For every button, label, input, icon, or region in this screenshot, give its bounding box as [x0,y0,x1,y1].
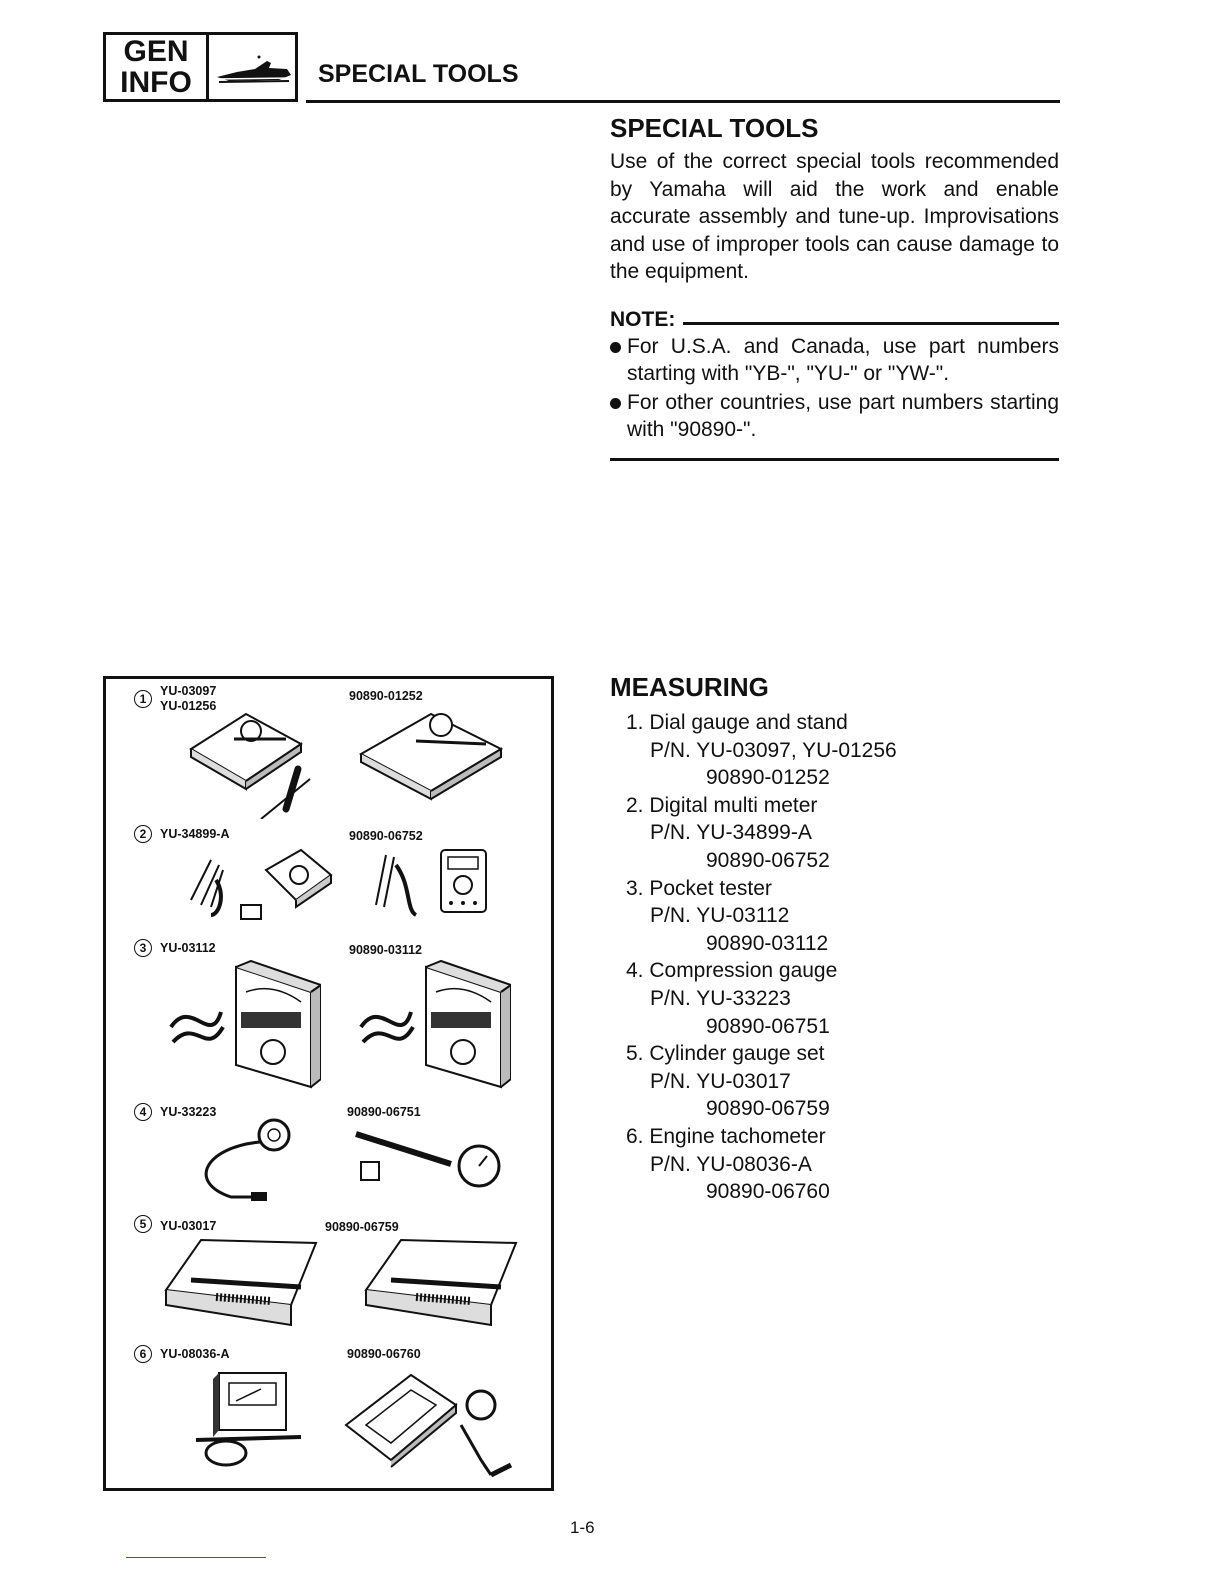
part-label: YU-03017 [160,1219,217,1233]
dial-gauge-case-illustration [186,709,346,819]
list-item [610,709,1059,792]
header-title: SPECIAL TOOLS [318,60,519,88]
tool-name: 3. Pocket tester [626,876,772,900]
cylinder-gauge-case-illustration [361,1235,521,1335]
part-label: YU-03097 [160,684,217,698]
pocket-tester-illustration [351,957,511,1097]
badge-text [106,35,209,99]
tool-name: 5. Cylinder gauge set [626,1042,825,1066]
part-label: YU-01256 [160,699,217,713]
callout-number: 4 [134,1103,152,1121]
part-number-alt: 90890-01252 [706,766,830,790]
bullet-icon [610,398,621,409]
part-number: P/N. YU-03097, YU-01256 [650,738,897,762]
list-item [610,1123,1059,1206]
header-rule [306,100,1060,103]
part-label: 90890-06751 [347,1105,421,1119]
page-number: 1-6 [570,1518,595,1537]
part-number-alt: 90890-06760 [706,1180,830,1204]
part-label: YU-03112 [160,941,216,955]
callout-number: 2 [134,825,152,843]
list-item [610,957,1059,1040]
part-label: YU-34899-A [160,827,230,841]
note-end-rule [610,458,1059,461]
part-label: 90890-06760 [347,1347,421,1361]
list-item [610,1040,1059,1123]
measuring-list [610,709,1059,1206]
part-number: P/N. YU-33223 [650,986,791,1010]
note-item [610,333,1059,388]
part-label: YU-33223 [160,1105,217,1119]
note-heading [610,308,1059,332]
digital-multimeter-illustration [171,845,341,930]
part-label: 90890-06752 [349,829,423,843]
tool-name: 6. Engine tachometer [626,1124,826,1148]
bullet-icon [610,342,621,353]
part-number: P/N. YU-34899-A [650,821,812,845]
callout-number: 6 [134,1345,152,1363]
note-label: NOTE: [610,307,676,331]
tools-figure [103,676,554,1491]
callout-number: 5 [134,1215,152,1233]
special-tools-section [610,113,1059,461]
note-rule [683,322,1059,325]
cylinder-gauge-case-illustration [161,1235,321,1335]
measuring-section [610,672,1059,1206]
part-number: P/N. YU-08036-A [650,1152,812,1176]
measuring-heading: MEASURING [610,672,769,702]
badge-line-1: GEN [123,35,189,68]
engine-tachometer-illustration [191,1365,306,1475]
list-item [610,875,1059,958]
part-number-alt: 90890-06752 [706,848,830,872]
note-text: For other countries, use part numbers starting with "90890-". [627,390,1059,441]
part-number-alt: 90890-06751 [706,1014,830,1038]
part-number-alt: 90890-03112 [706,931,829,955]
section-badge [103,32,298,102]
tool-name: 2. Digital multi meter [626,793,818,817]
special-tools-intro: Use of the correct special tools recommended by Yamaha will aid the work and enable accurate assembly and tune-up. Improvisations and use of improper tools can cause damage to the equipment. [610,150,1059,283]
callout-number: 1 [134,690,152,708]
note-item [610,389,1059,444]
part-label: 90890-01252 [349,689,423,703]
dial-gauge-case-illustration [356,709,516,819]
list-item [610,792,1059,875]
note-box [610,308,1059,461]
part-label: 90890-06759 [325,1220,399,1234]
part-number: P/N. YU-03017 [650,1069,791,1093]
tool-name: 1. Dial gauge and stand [626,711,848,734]
callout-number: 3 [134,939,152,957]
part-number-alt: 90890-06759 [706,1097,830,1121]
part-label: YU-08036-A [160,1347,230,1361]
part-label: 90890-03112 [349,943,422,957]
tool-name: 4. Compression gauge [626,959,838,983]
part-number: P/N. YU-03112 [650,904,790,928]
link-underline [126,1557,266,1558]
engine-tachometer-illustration [341,1365,516,1480]
badge-line-2: INFO [120,66,192,99]
pocket-tester-illustration [161,957,321,1097]
compression-gauge-illustration [351,1124,511,1204]
digital-multimeter-illustration [356,845,526,930]
watercraft-icon [209,35,295,99]
special-tools-heading: SPECIAL TOOLS [610,113,819,143]
note-text: For U.S.A. and Canada, use part numbers starting with "YB-", "YU-" or "YW-". [627,334,1059,385]
compression-gauge-illustration [186,1117,306,1207]
